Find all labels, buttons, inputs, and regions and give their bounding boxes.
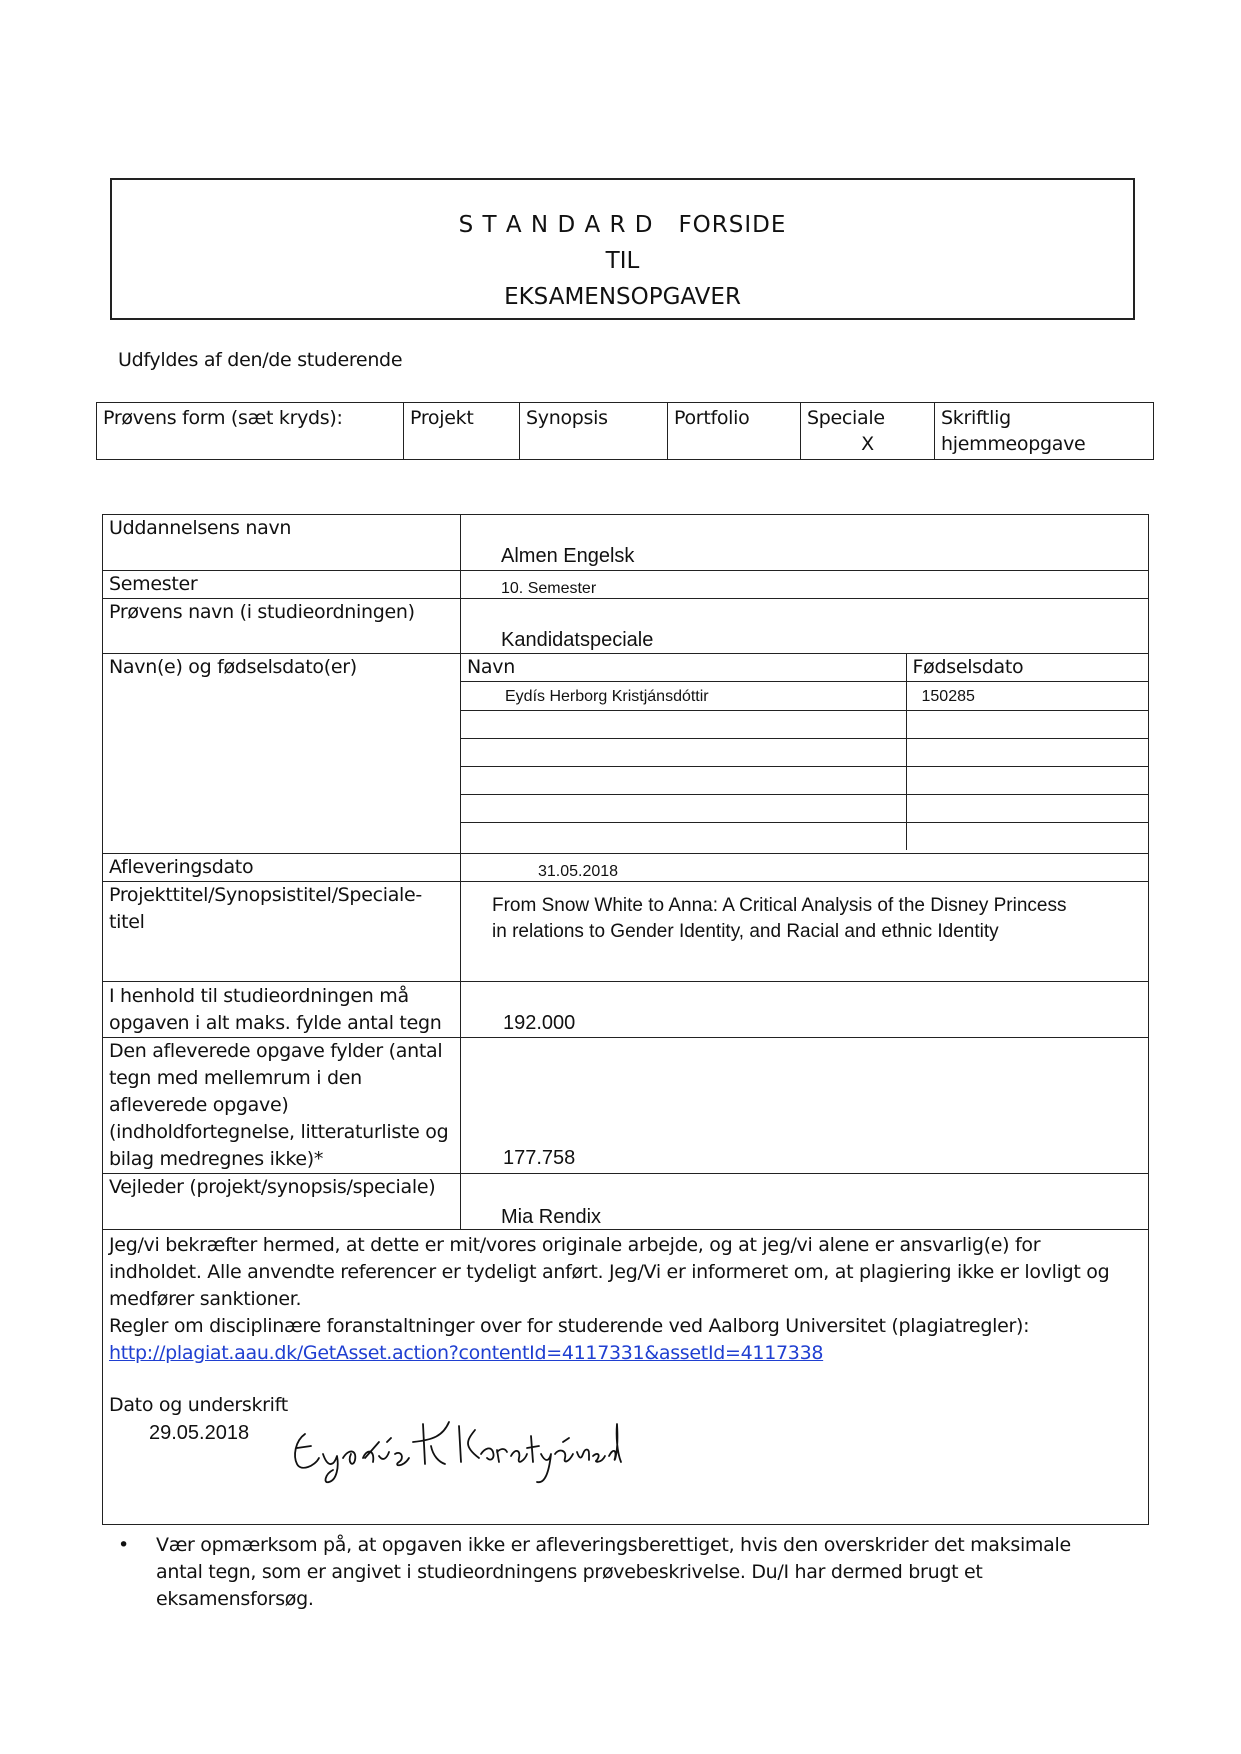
max-chars-cell (461, 982, 1149, 1038)
exam-form-table (96, 402, 1154, 460)
table-row (461, 767, 1149, 795)
supervisor-value: Mia Rendix (501, 1206, 602, 1228)
sign-date: 29.05.2018 (149, 1422, 250, 1444)
info-table (102, 514, 1149, 1525)
table-row (461, 739, 1149, 767)
name-header: Navn (461, 654, 906, 682)
exam-name-value: Kandidatspeciale (501, 629, 654, 651)
title-label: Projekttitel/Synopsistitel/Speciale-titel (103, 882, 461, 982)
names-label: Navn(e) og fødselsdato(er) (103, 654, 461, 854)
student-name: Eydís Herborg Kristjánsdóttir (505, 688, 709, 705)
supervisor-label: Vejleder (projekt/synopsis/speciale) (103, 1174, 461, 1230)
table-row (461, 682, 1149, 711)
semester-value: 10. Semester (501, 580, 597, 597)
header-title: S T A N D A R D FORSIDE (458, 212, 787, 238)
delivery-value: 31.05.2018 (538, 863, 619, 880)
table-row (461, 711, 1149, 739)
option-speciale-label: Speciale (807, 407, 885, 429)
option-skriftlig[interactable]: Skriftlig hjemmeopgave (935, 403, 1154, 460)
education-cell (461, 515, 1149, 571)
supervisor-cell (461, 1174, 1149, 1230)
note-item (118, 1532, 1078, 1613)
exam-name-label: Prøvens navn (i studieordningen) (103, 599, 461, 654)
table-row (461, 823, 1149, 851)
header-subtitle: TIL (605, 248, 640, 274)
exam-form-label: Prøvens form (sæt kryds): (97, 403, 404, 460)
option-portfolio[interactable]: Portfolio (668, 403, 801, 460)
intro-text: Udfyldes af den/de studerende (118, 349, 403, 371)
option-speciale-mark: X (861, 433, 874, 455)
title-cell (461, 882, 1149, 982)
table-row (461, 795, 1149, 823)
plagiat-link[interactable]: http://plagiat.aau.dk/GetAsset.action?contentId=4117331&assetId=4117338 (109, 1342, 824, 1364)
declaration-text: Jeg/vi bekræfter hermed, at dette er mit/vores originale arbejde, og at jeg/vi alene er ansvarlig(e) for indholdet. Alle anvendte referencer er tydeligt anført. Jeg/Vi er informeret om, at plagiering ikke er lovligt og medfører sanktioner. (109, 1234, 1110, 1310)
semester-label: Semester (103, 571, 461, 599)
bullet-icon: • (118, 1534, 129, 1556)
option-projekt[interactable]: Projekt (404, 403, 520, 460)
student-birth: 150285 (921, 688, 975, 705)
option-synopsis[interactable]: Synopsis (520, 403, 668, 460)
delivery-cell (461, 854, 1149, 882)
semester-cell (461, 571, 1149, 599)
max-chars-label: I henhold til studieordningen må opgaven i alt maks. fylde antal tegn (103, 982, 461, 1038)
max-chars-value: 192.000 (503, 1012, 576, 1034)
actual-chars-cell (461, 1038, 1149, 1174)
actual-chars-label: Den afleverede opgave fylder (antal tegn med mellemrum i den afleverede opgave) (indholdfortegnelse, litteraturliste og bilag medregnes ikke)* (103, 1038, 461, 1174)
title-value-line1: From Snow White to Anna: A Critical Analysis of the Disney Princess (492, 895, 1067, 916)
actual-chars-value: 177.758 (503, 1147, 576, 1169)
birth-header: Fødselsdato (906, 654, 1149, 682)
education-value: Almen Engelsk (501, 545, 635, 567)
title-value-line2: in relations to Gender Identity, and Racial and ethnic Identity (492, 921, 999, 942)
header-subtitle-2: EKSAMENSOPGAVER (504, 284, 741, 310)
students-table (461, 654, 1149, 850)
signature-image (283, 1396, 623, 1486)
declaration-cell (103, 1230, 1149, 1525)
names-cell (461, 654, 1149, 854)
date-sign-label: Dato og underskrift (109, 1394, 288, 1416)
exam-name-cell (461, 599, 1149, 654)
note-text: Vær opmærksom på, at opgaven ikke er afleveringsberettiget, hvis den overskrider det maksimale antal tegn, som er angivet i studieordningens prøvebeskrivelse. Du/I har dermed brugt et eksamensforsøg. (156, 1534, 1071, 1610)
option-speciale[interactable] (801, 403, 935, 460)
header-box (110, 178, 1135, 320)
education-label: Uddannelsens navn (103, 515, 461, 571)
rules-text: Regler om disciplinære foranstaltninger over for studerende ved Aalborg Universitet (plagiatregler): (109, 1315, 1030, 1337)
delivery-label: Afleveringsdato (103, 854, 461, 882)
